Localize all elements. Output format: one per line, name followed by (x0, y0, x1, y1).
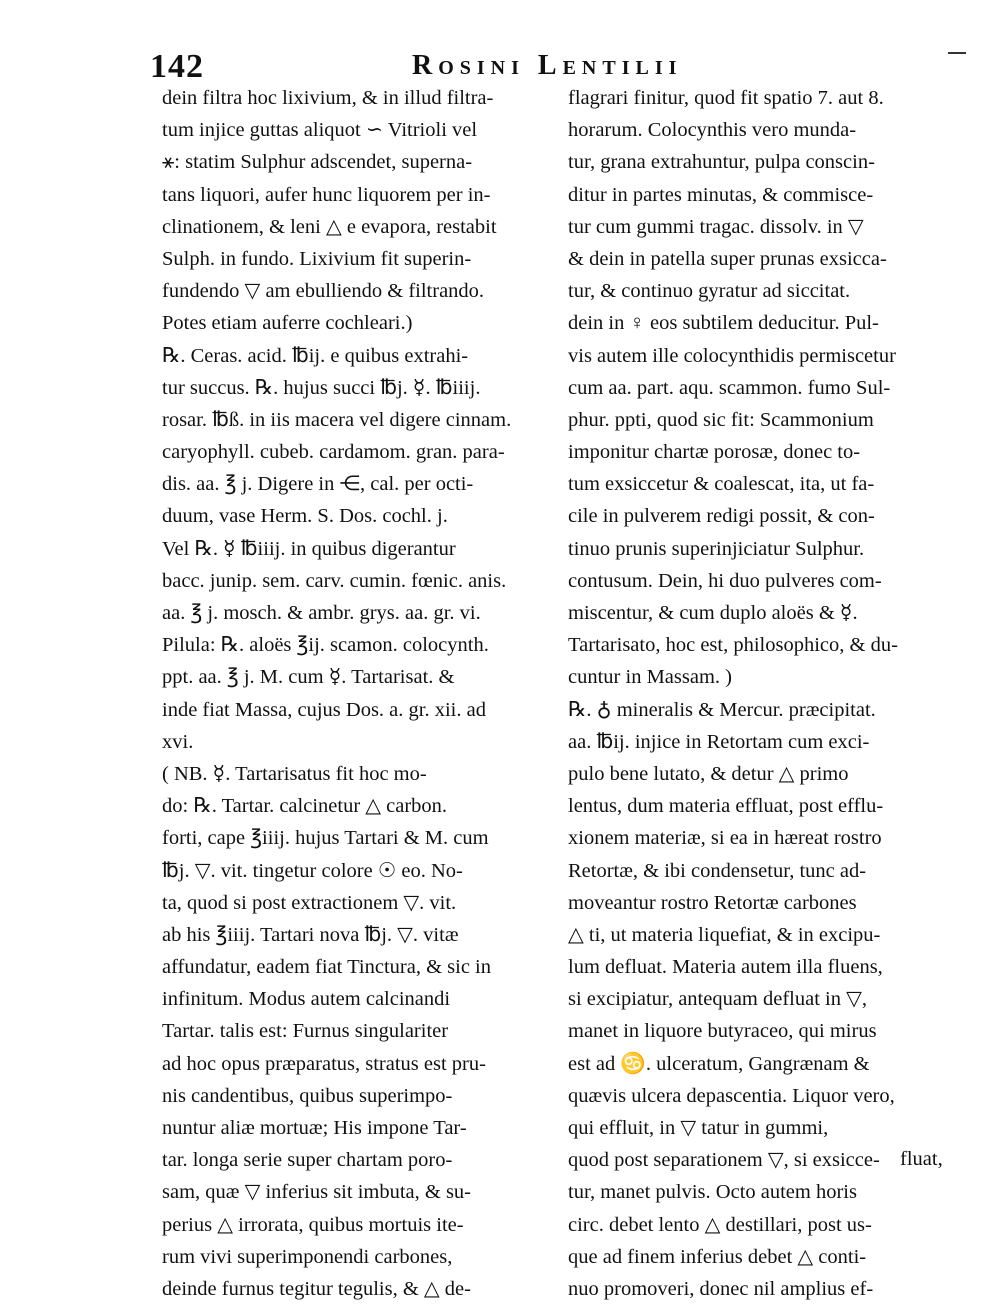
text-line: tur, manet pulvis. Octo autem horis (568, 1181, 857, 1204)
text-line: ( NB. ☿. Tartarisatus fit hoc mo- (162, 762, 427, 785)
text-line: Tartar. talis est: Furnus singulariter (162, 1020, 449, 1043)
catchword: fluat, (900, 1148, 943, 1170)
text-line: tur succus. ℞. hujus succi ℔j. ☿. ℔iiij. (162, 376, 481, 399)
text-line: nuntur aliæ mortuæ; His impone Tar- (162, 1117, 467, 1139)
text-line: inde fiat Massa, cujus Dos. a. gr. xii. ad (162, 698, 486, 721)
text-line: tur, grana extrahuntur, pulpa conscin- (568, 151, 875, 174)
page-number: 142 (150, 48, 204, 85)
text-line: xionem materiæ, si ea in hæreat rostro (568, 827, 882, 850)
text-line: ta, quod si post extractionem ▽. vit. (162, 891, 457, 914)
text-line: quævis ulcera depascentia. Liquor vero, (568, 1084, 895, 1107)
text-line: & dein in patella super prunas exsicca- (568, 247, 887, 270)
text-line: aa. ℔ij. injice in Retortam cum exci- (568, 730, 870, 753)
text-line: △ ti, ut materia liquefiat, & in excipu- (568, 923, 881, 946)
text-line: si excipiatur, antequam defluat in ▽, (568, 988, 868, 1011)
text-line: rosar. ℔ß. in iis macera vel digere cinnam. (162, 408, 512, 431)
text-line: flagrari finitur, quod fit spatio 7. aut 8. (568, 87, 884, 109)
text-line: ditur in partes minutas, & commisce- (568, 183, 874, 206)
text-line: sam, quæ ▽ inferius sit imbuta, & su- (162, 1181, 472, 1204)
right-column (568, 82, 960, 1305)
text-line: tinuo prunis superinjiciatur Sulphur. (568, 537, 865, 560)
text-line: nuo promoveri, donec nil amplius ef- (568, 1277, 874, 1300)
text-line: cile in pulverem redigi possit, & con- (568, 505, 875, 528)
text-line: ad hoc opus præparatus, stratus est pru- (162, 1052, 486, 1075)
text-line: tar. longa serie super chartam poro- (162, 1149, 453, 1172)
text-line: tum injice guttas aliquot ∽ Vitrioli vel (162, 119, 478, 142)
text-line: lum defluat. Materia autem illa fluens, (568, 956, 883, 979)
text-line: cuntur in Massam. ) (568, 666, 732, 689)
text-line: vis autem ille colocynthidis permiscetur (568, 344, 896, 367)
text-line: ⚹: statim Sulphur adscendet, superna- (162, 151, 473, 174)
text-line: imponitur chartæ porosæ, donec to- (568, 441, 861, 464)
text-line: caryophyll. cubeb. cardamom. gran. para- (162, 441, 505, 464)
text-line: xvi. (162, 730, 194, 753)
text-line: nis candentibus, quibus superimpo- (162, 1084, 453, 1107)
text-line: tum exsiccetur & coalescat, ita, ut fa- (568, 473, 875, 496)
text-line: tur cum gummi tragac. dissolv. in ▽ (568, 215, 864, 238)
text-line: quod post separationem ▽, si exsicce- (568, 1149, 880, 1172)
text-line: rum vivi superimponendi carbones, (162, 1245, 453, 1268)
text-line: est ad ♋. ulceratum, Gangrænam & (568, 1052, 870, 1075)
text-line: aa. ℥ j. mosch. & ambr. grys. aa. gr. vi. (162, 602, 481, 624)
text-line: moveantur rostro Retortæ carbones (568, 891, 857, 914)
text-line: affundatur, eadem fiat Tinctura, & sic in (162, 956, 492, 979)
text-line: forti, cape ℥iiij. hujus Tartari & M. cum (162, 827, 489, 850)
text-line: duum, vase Herm. S. Dos. cochl. j. (162, 505, 448, 528)
text-line: do: ℞. Tartar. calcinetur △ carbon. (162, 795, 448, 818)
text-line: lentus, dum materia effluat, post efflu- (568, 795, 884, 818)
text-line: circ. debet lento △ destillari, post us- (568, 1213, 872, 1236)
text-line: dein filtra hoc lixivium, & in illud filtra- (162, 87, 494, 109)
running-head: Rosini Lentilii (412, 50, 683, 81)
text-line: que ad finem inferius debet △ conti- (568, 1245, 867, 1268)
text-line: dein in ♀ eos subtilem deducitur. Pul- (568, 312, 879, 335)
text-line: ℞. ♁ mineralis & Mercur. præcipitat. (568, 698, 876, 721)
text-line: deinde furnus tegitur tegulis, & △ de- (162, 1277, 471, 1300)
text-line: manet in liquore butyraceo, qui mirus (568, 1020, 877, 1043)
text-line: Retortæ, & ibi condensetur, tunc ad- (568, 859, 867, 882)
text-line: clinationem, & leni △ e evapora, restabit (162, 215, 497, 238)
text-line: bacc. junip. sem. carv. cumin. fœnic. anis. (162, 569, 507, 592)
text-line: horarum. Colocynthis vero munda- (568, 119, 857, 142)
text-line: Potes etiam auferre cochleari.) (162, 312, 413, 335)
corner-mark (948, 52, 966, 54)
text-line: ab his ℥iiij. Tartari nova ℔j. ▽. vitæ (162, 923, 459, 946)
text-line: Pilula: ℞. aloës ℥ij. scamon. colocynth. (162, 634, 489, 657)
text-line: ℔j. ▽. vit. tingetur colore ☉ eo. No- (162, 859, 463, 882)
text-line: cum aa. part. aqu. scammon. fumo Sul- (568, 376, 891, 399)
left-column (162, 82, 554, 1305)
text-line: contusum. Dein, hi duo pulveres com- (568, 569, 882, 592)
text-line: fundendo ▽ am ebulliendo & filtrando. (162, 280, 485, 303)
text-line: ℞. Ceras. acid. ℔ij. e quibus extrahi- (162, 344, 469, 367)
text-line: qui effluit, in ▽ tatur in gummi, (568, 1117, 829, 1139)
text-line: tans liquori, aufer hunc liquorem per in- (162, 183, 491, 206)
text-line: Sulph. in fundo. Lixivium fit superin- (162, 247, 472, 270)
text-line: perius △ irrorata, quibus mortuis ite- (162, 1213, 464, 1236)
text-line: phur. ppti, quod sic fit: Scammonium (568, 408, 874, 431)
text-line: ppt. aa. ℥ j. M. cum ☿. Tartarisat. & (162, 666, 455, 689)
text-line: Tartarisato, hoc est, philosophico, & du- (568, 634, 898, 657)
text-line: pulo bene lutato, & detur △ primo (568, 762, 849, 785)
text-line: miscentur, & cum duplo aloës & ☿. (568, 602, 858, 624)
text-line: Vel ℞. ☿ ℔iiij. in quibus digerantur (162, 537, 456, 560)
text-line: tur, & continuo gyratur ad siccitat. (568, 280, 851, 303)
text-line: infinitum. Modus autem calcinandi (162, 988, 451, 1011)
text-line: dis. aa. ℥ j. Digere in ⋲, cal. per octi- (162, 473, 474, 496)
